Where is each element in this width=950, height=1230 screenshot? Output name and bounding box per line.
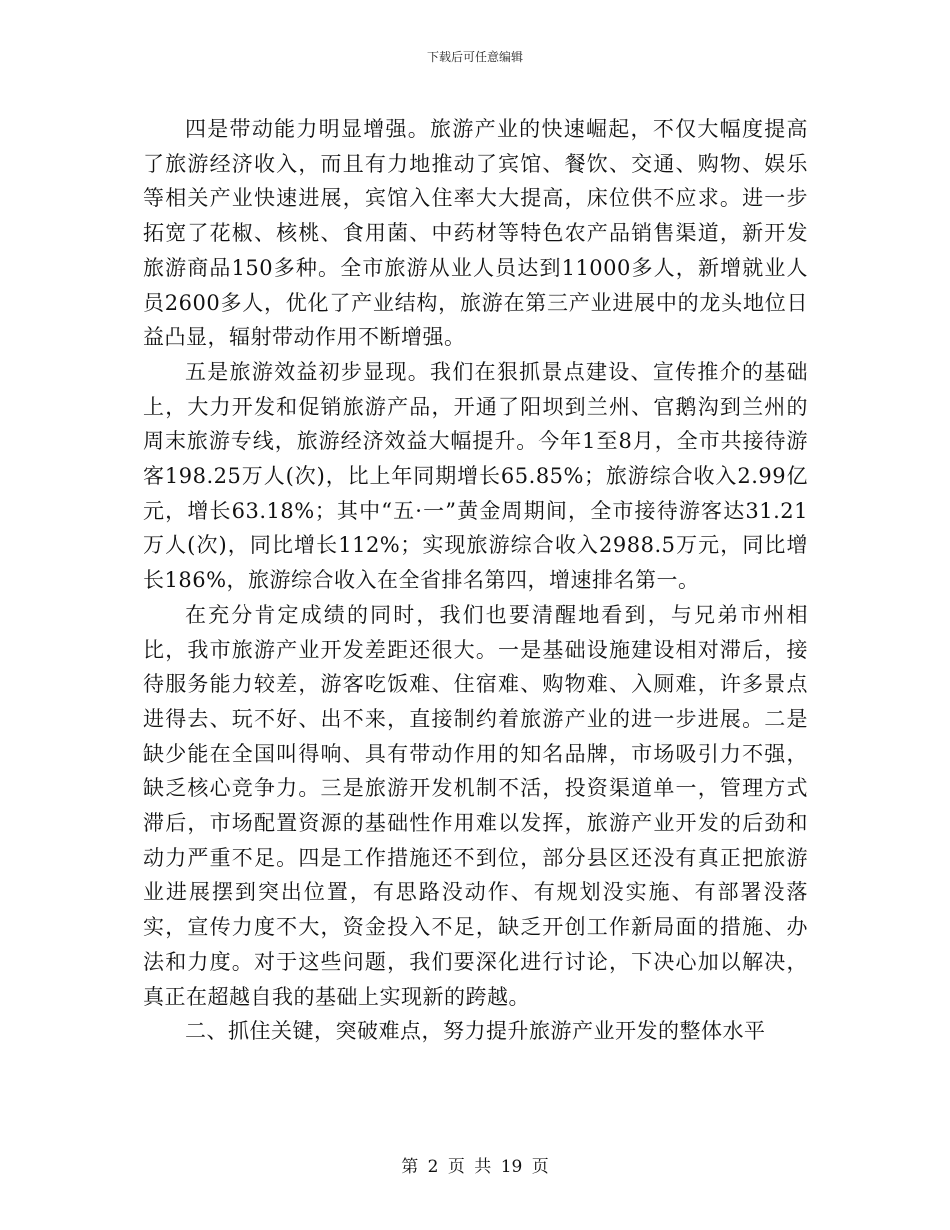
paragraph-tourism-benefits: 五是旅游效益初步显现。我们在狠抓景点建设、宣传推介的基础上，大力开发和促销旅游产品，开通了阳坝到兰州、官鹅沟到兰州的周末旅游专线，旅游经济效益大幅提升。今年1至8月，全市共接待游客198.25万人(次)，比上年同期增长65.85%；旅游综合收入2.99亿元，增长63.18%；其中“五·一”黄金周期间，全市接待游客达31.21万人(次)，同比增长112%；实现旅游综合收入2988.5万元，同比增长186%，旅游综合收入在全省排名第四，增速排名第一。 bbox=[143, 359, 808, 593]
page-header-note: 下载后可任意编辑 bbox=[426, 50, 523, 64]
document-body bbox=[143, 112, 808, 1049]
paragraph-tourism-driving-capacity: 四是带动能力明显增强。旅游产业的快速崛起，不仅大幅度提高了旅游经济收入，而且有力地推动了宾馆、餐饮、交通、购物、娱乐等相关产业快速进展，宾馆入住率大大提高，床位供不应求。进一步拓宽了花椒、核桃、食用菌、中药材等特色农产品销售渠道，新开发旅游商品150多种。全市旅游从业人员达到11000多人，新增就业人员2600多人，优化了产业结构，旅游在第三产业进展中的龙头地位日益凸显，辐射带动作用不断增强。 bbox=[143, 117, 808, 350]
page-number: 第 2 页 共 19 页 bbox=[401, 1157, 549, 1177]
section-heading: 二、抓住关键，突破难点，努力提升旅游产业开发的整体水平 bbox=[185, 1019, 766, 1044]
paragraph-existing-problems: 在充分肯定成绩的同时，我们也要清醒地看到，与兄弟市州相比，我市旅游产业开发差距还很大。一是基础设施建设相对滞后，接待服务能力较差，游客吃饭难、住宿难、购物难、入厕难，许多景点进得去、玩不好、出不来，直接制约着旅游产业的进一步进展。二是缺少能在全国叫得响、具有带动作用的知名品牌，市场吸引力不强，缺乏核心竞争力。三是旅游开发机制不活，投资渠道单一，管理方式滞后，市场配置资源的基础性作用难以发挥，旅游产业开发的后劲和动力严重不足。四是工作措施还不到位，部分县区还没有真正把旅游业进展摆到突出位置，有思路没动作、有规划没实施、有部署没落实，宣传力度不大，资金投入不足，缺乏开创工作新局面的措施、办法和力度。对于这些问题，我们要深化进行讨论，下决心加以解决，真正在超越自我的基础上实现新的跨越。 bbox=[143, 602, 808, 1009]
